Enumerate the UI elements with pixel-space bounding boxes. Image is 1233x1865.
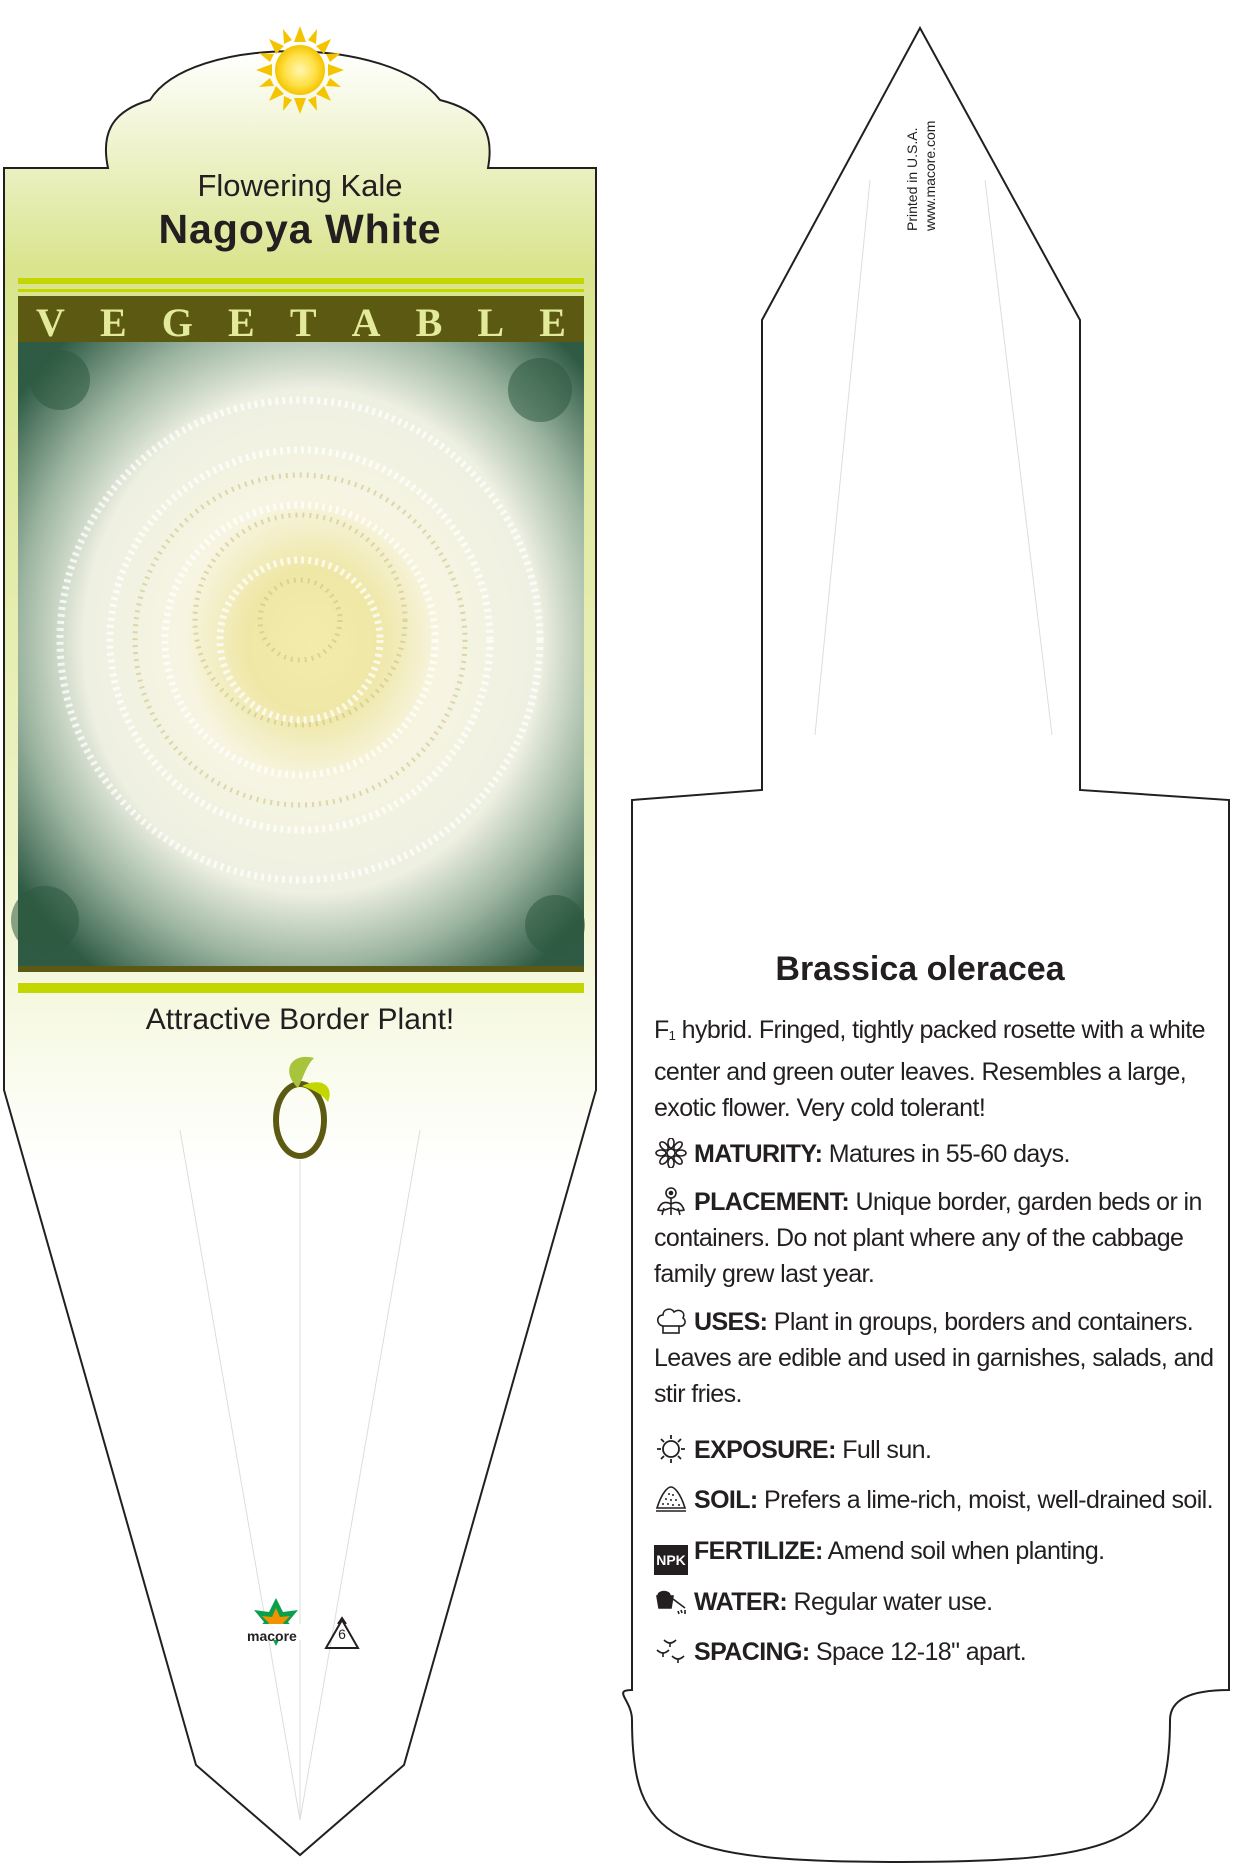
info-text: Plant in groups, borders and containers. Leaves are edible and used in garnishes, salads, and stir fries. — [654, 1308, 1214, 1408]
spacing-icon — [654, 1636, 688, 1666]
category-letter: B — [415, 300, 443, 345]
description — [654, 1012, 1214, 1126]
variety-name: Nagoya White — [158, 206, 442, 252]
info-uses — [654, 1304, 1214, 1412]
printed-info — [903, 121, 939, 231]
desc-subscript: 1 — [668, 1028, 676, 1043]
flower-icon — [654, 1138, 688, 1168]
website-line: www.macore.com — [922, 120, 938, 231]
info-text: Full sun. — [835, 1436, 932, 1464]
info-fertilize — [654, 1533, 1214, 1575]
category-letter: E — [539, 300, 566, 345]
info-exposure — [654, 1432, 1214, 1468]
recycle-code: 6 — [338, 1626, 346, 1642]
sun-icon — [654, 1434, 688, 1464]
npk-icon: NPK — [654, 1545, 688, 1575]
info-label: MATURITY: — [694, 1140, 823, 1168]
category-letter: V — [36, 300, 65, 345]
info-label: USES: — [694, 1308, 768, 1336]
info-label: WATER: — [694, 1588, 788, 1616]
desc-prefix: F — [654, 1016, 669, 1044]
info-maturity — [654, 1136, 1214, 1172]
brand-name: macore — [247, 1628, 297, 1644]
species-name: Brassica oleracea — [775, 950, 1065, 988]
category-letter: G — [161, 300, 193, 345]
front-sun-icon — [256, 26, 344, 114]
kale-photo — [11, 342, 585, 966]
info-text: Unique border, garden beds or in containers. Do not plant where any of the cabbage family grew last year. — [654, 1188, 1202, 1288]
category-letter: E — [100, 300, 127, 345]
info-water — [654, 1584, 1214, 1620]
info-soil — [654, 1482, 1214, 1518]
chef-hat-icon — [654, 1306, 688, 1336]
category-letter: A — [351, 300, 381, 345]
desc-text: hybrid. Fringed, tightly packed rosette with a white center and green outer leaves. Resembles a large, exotic flower. Very cold tolerant! — [654, 1016, 1205, 1122]
soil-icon — [654, 1484, 688, 1514]
info-text: Space 12-18" apart. — [809, 1638, 1027, 1666]
printed-line: Printed in U.S.A. — [904, 127, 920, 231]
info-label: EXPOSURE: — [694, 1436, 836, 1464]
info-text: Prefers a lime-rich, moist, well-drained soil. — [757, 1486, 1213, 1514]
category-letter: L — [477, 300, 505, 345]
info-text: Matures in 55-60 days. — [822, 1140, 1070, 1168]
info-label: PLACEMENT: — [694, 1188, 850, 1216]
info-text: Regular water use. — [787, 1588, 993, 1616]
category-label — [18, 298, 584, 348]
plants-icon — [654, 1186, 688, 1216]
info-spacing — [654, 1634, 1214, 1670]
tagline: Attractive Border Plant! — [145, 1003, 455, 1036]
info-label: SPACING: — [694, 1638, 810, 1666]
watering-can-icon — [654, 1586, 688, 1616]
info-text: Amend soil when planting. — [822, 1537, 1105, 1565]
category-letter: T — [289, 300, 317, 345]
info-placement — [654, 1184, 1214, 1292]
info-label: SOIL: — [694, 1486, 758, 1514]
category-letter: E — [228, 300, 255, 345]
common-name: Flowering Kale — [197, 168, 403, 203]
info-label: FERTILIZE: — [694, 1537, 823, 1565]
